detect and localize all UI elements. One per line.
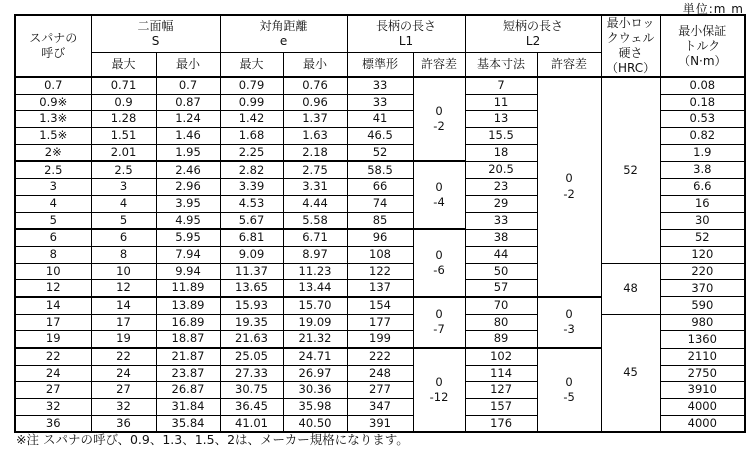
cell-s-min: 11.89 [156, 280, 220, 297]
cell-l2: 89 [465, 331, 537, 348]
cell-e-min: 4.44 [283, 195, 347, 212]
cell-torque: 2750 [660, 365, 745, 382]
cell-l1: 33 [347, 94, 413, 111]
cell-s-max: 6 [91, 229, 156, 246]
cell-l1: 52 [347, 144, 413, 161]
cell-s-min: 26.87 [156, 382, 220, 399]
spec-row [15, 263, 745, 280]
cell-s-max: 14 [91, 297, 156, 314]
cell-torque: 1.9 [660, 144, 745, 161]
unit-label: 単位:m m [682, 2, 744, 16]
cell-e-max: 9.09 [220, 246, 283, 263]
cell-l1: 66 [347, 179, 413, 196]
cell-l2: 70 [465, 297, 537, 314]
cell-e-max: 2.82 [220, 161, 283, 178]
cell-e-min: 21.32 [283, 331, 347, 348]
cell-e-min: 30.36 [283, 382, 347, 399]
header-nominal: スパナの 呼び [15, 15, 91, 77]
cell-nominal: 6 [15, 229, 91, 246]
cell-torque: 0.53 [660, 111, 745, 128]
cell-torque: 2110 [660, 348, 745, 365]
cell-l2: 20.5 [465, 161, 537, 178]
header-subcol-2-0: 標準形 [347, 53, 413, 77]
cell-e-min: 2.18 [283, 144, 347, 161]
header-subcol-3-0: 基本寸法 [465, 53, 537, 77]
cell-torque: 6.6 [660, 179, 745, 196]
cell-l2: 50 [465, 263, 537, 280]
cell-e-max: 0.79 [220, 77, 283, 94]
cell-l2-tolerance: 0 -5 [537, 348, 601, 432]
cell-nominal: 17 [15, 314, 91, 331]
cell-s-max: 17 [91, 314, 156, 331]
cell-l1: 391 [347, 415, 413, 432]
cell-s-min: 1.95 [156, 144, 220, 161]
header-subcol-1-1: 最小 [283, 53, 347, 77]
cell-s-max: 4 [91, 195, 156, 212]
cell-s-max: 1.51 [91, 128, 156, 145]
cell-e-min: 19.09 [283, 314, 347, 331]
cell-e-min: 5.58 [283, 212, 347, 229]
cell-s-min: 3.95 [156, 195, 220, 212]
cell-s-min: 23.87 [156, 365, 220, 382]
cell-e-min: 35.98 [283, 399, 347, 416]
cell-s-min: 9.94 [156, 263, 220, 280]
cell-s-min: 31.84 [156, 399, 220, 416]
cell-s-max: 12 [91, 280, 156, 297]
cell-e-min: 3.31 [283, 179, 347, 196]
cell-l1: 199 [347, 331, 413, 348]
cell-nominal: 32 [15, 399, 91, 416]
cell-hrc: 48 [601, 263, 660, 314]
cell-nominal: 0.9※ [15, 94, 91, 111]
cell-e-min: 8.97 [283, 246, 347, 263]
cell-l1: 108 [347, 246, 413, 263]
cell-s-min: 2.46 [156, 161, 220, 178]
cell-s-max: 27 [91, 382, 156, 399]
cell-torque: 220 [660, 263, 745, 280]
cell-e-max: 6.81 [220, 229, 283, 246]
cell-nominal: 4 [15, 195, 91, 212]
cell-torque: 3.8 [660, 161, 745, 178]
cell-s-max: 19 [91, 331, 156, 348]
cell-e-max: 15.93 [220, 297, 283, 314]
cell-torque: 0.82 [660, 128, 745, 145]
cell-e-max: 3.39 [220, 179, 283, 196]
cell-l1-tolerance: 0 -6 [413, 229, 465, 297]
cell-e-min: 26.97 [283, 365, 347, 382]
cell-l1: 137 [347, 280, 413, 297]
spec-row [15, 77, 745, 94]
cell-nominal: 2※ [15, 144, 91, 161]
cell-e-min: 1.37 [283, 111, 347, 128]
header-subcol-3-1: 許容差 [537, 53, 601, 77]
cell-torque: 4000 [660, 415, 745, 432]
cell-l2: 29 [465, 195, 537, 212]
cell-l2: 44 [465, 246, 537, 263]
cell-l2: 15.5 [465, 128, 537, 145]
cell-nominal: 14 [15, 297, 91, 314]
cell-nominal: 12 [15, 280, 91, 297]
cell-nominal: 1.5※ [15, 128, 91, 145]
cell-l1: 33 [347, 77, 413, 94]
header-torque: 最小保証 トルク （N·m） [660, 15, 745, 77]
cell-l2-tolerance: 0 -2 [537, 77, 601, 297]
header-hrc: 最小ロッ クウェル 硬さ （HRC） [601, 15, 660, 77]
cell-torque: 4000 [660, 399, 745, 416]
cell-l1: 154 [347, 297, 413, 314]
cell-e-min: 11.23 [283, 263, 347, 280]
cell-torque: 0.18 [660, 94, 745, 111]
cell-e-max: 2.25 [220, 144, 283, 161]
cell-l2-tolerance: 0 -3 [537, 297, 601, 348]
cell-nominal: 24 [15, 365, 91, 382]
cell-l2: 57 [465, 280, 537, 297]
cell-e-max: 11.37 [220, 263, 283, 280]
cell-l2: 7 [465, 77, 537, 94]
cell-e-min: 0.96 [283, 94, 347, 111]
header-subcol-2-1: 許容差 [413, 53, 465, 77]
cell-s-min: 21.87 [156, 348, 220, 365]
cell-nominal: 19 [15, 331, 91, 348]
header-subcol-0-0: 最大 [91, 53, 156, 77]
header-group-1: 対角距離 e [220, 15, 347, 53]
cell-torque: 120 [660, 246, 745, 263]
cell-l2: 13 [465, 111, 537, 128]
cell-nominal: 3 [15, 179, 91, 196]
cell-l1: 177 [347, 314, 413, 331]
cell-l2: 38 [465, 229, 537, 246]
cell-torque: 980 [660, 314, 745, 331]
cell-e-max: 30.75 [220, 382, 283, 399]
spec-row [15, 314, 745, 331]
cell-l2: 80 [465, 314, 537, 331]
cell-s-min: 0.7 [156, 77, 220, 94]
cell-s-min: 4.95 [156, 212, 220, 229]
cell-l2: 127 [465, 382, 537, 399]
cell-s-min: 5.95 [156, 229, 220, 246]
cell-e-max: 0.99 [220, 94, 283, 111]
cell-s-min: 35.84 [156, 415, 220, 432]
cell-torque: 3910 [660, 382, 745, 399]
cell-nominal: 5 [15, 212, 91, 229]
cell-e-max: 1.68 [220, 128, 283, 145]
cell-l1: 277 [347, 382, 413, 399]
cell-nominal: 1.3※ [15, 111, 91, 128]
cell-l1-tolerance: 0 -2 [413, 77, 465, 161]
cell-l1: 85 [347, 212, 413, 229]
cell-l2: 11 [465, 94, 537, 111]
cell-e-min: 24.71 [283, 348, 347, 365]
cell-l2: 18 [465, 144, 537, 161]
cell-s-min: 1.46 [156, 128, 220, 145]
cell-s-min: 7.94 [156, 246, 220, 263]
cell-s-min: 1.24 [156, 111, 220, 128]
cell-e-max: 1.42 [220, 111, 283, 128]
cell-s-max: 22 [91, 348, 156, 365]
cell-l1: 248 [347, 365, 413, 382]
cell-hrc: 52 [601, 77, 660, 263]
cell-e-max: 19.35 [220, 314, 283, 331]
cell-s-max: 3 [91, 179, 156, 196]
cell-l1-tolerance: 0 -4 [413, 161, 465, 229]
header-row-1 [15, 15, 745, 53]
header-subcol-0-1: 最小 [156, 53, 220, 77]
cell-l2: 157 [465, 399, 537, 416]
cell-l1: 41 [347, 111, 413, 128]
cell-torque: 590 [660, 297, 745, 314]
cell-torque: 370 [660, 280, 745, 297]
cell-l1: 58.5 [347, 161, 413, 178]
cell-torque: 0.08 [660, 77, 745, 94]
cell-l2: 33 [465, 212, 537, 229]
cell-nominal: 0.7 [15, 77, 91, 94]
cell-l2: 176 [465, 415, 537, 432]
cell-nominal: 2.5 [15, 161, 91, 178]
cell-s-max: 2.5 [91, 161, 156, 178]
header-subcol-1-0: 最大 [220, 53, 283, 77]
cell-s-max: 10 [91, 263, 156, 280]
header-group-3: 短柄の長さ L2 [465, 15, 601, 53]
cell-hrc: 45 [601, 314, 660, 432]
cell-e-max: 41.01 [220, 415, 283, 432]
cell-nominal: 27 [15, 382, 91, 399]
cell-e-max: 27.33 [220, 365, 283, 382]
cell-l2: 23 [465, 179, 537, 196]
cell-e-max: 21.63 [220, 331, 283, 348]
cell-s-min: 13.89 [156, 297, 220, 314]
header-group-2: 長柄の長さ L1 [347, 15, 465, 53]
cell-e-max: 5.67 [220, 212, 283, 229]
cell-e-min: 6.71 [283, 229, 347, 246]
cell-s-max: 5 [91, 212, 156, 229]
cell-nominal: 8 [15, 246, 91, 263]
footnote: ※注 スパナの呼び、0.9、1.3、1.5、2は、メーカー規格になります。 [16, 432, 409, 447]
cell-s-min: 0.87 [156, 94, 220, 111]
cell-l1: 96 [347, 229, 413, 246]
cell-l1: 74 [347, 195, 413, 212]
cell-l2: 114 [465, 365, 537, 382]
cell-e-max: 25.05 [220, 348, 283, 365]
cell-l1: 122 [347, 263, 413, 280]
cell-l1-tolerance: 0 -12 [413, 348, 465, 432]
cell-nominal: 10 [15, 263, 91, 280]
cell-l1: 46.5 [347, 128, 413, 145]
header-group-0: 二面幅 S [91, 15, 220, 53]
cell-s-max: 32 [91, 399, 156, 416]
cell-s-min: 18.87 [156, 331, 220, 348]
cell-l2: 102 [465, 348, 537, 365]
cell-s-max: 2.01 [91, 144, 156, 161]
cell-l1: 222 [347, 348, 413, 365]
cell-s-max: 8 [91, 246, 156, 263]
cell-e-max: 4.53 [220, 195, 283, 212]
cell-torque: 1360 [660, 331, 745, 348]
cell-e-min: 1.63 [283, 128, 347, 145]
cell-e-max: 36.45 [220, 399, 283, 416]
cell-e-min: 0.76 [283, 77, 347, 94]
cell-torque: 30 [660, 212, 745, 229]
cell-s-max: 0.9 [91, 94, 156, 111]
cell-s-min: 2.96 [156, 179, 220, 196]
cell-s-max: 0.71 [91, 77, 156, 94]
cell-e-max: 13.65 [220, 280, 283, 297]
cell-l1: 347 [347, 399, 413, 416]
cell-l1-tolerance: 0 -7 [413, 297, 465, 348]
cell-torque: 16 [660, 195, 745, 212]
cell-e-min: 13.44 [283, 280, 347, 297]
cell-nominal: 22 [15, 348, 91, 365]
spec-table [14, 14, 746, 433]
cell-e-min: 2.75 [283, 161, 347, 178]
cell-e-min: 15.70 [283, 297, 347, 314]
cell-s-min: 16.89 [156, 314, 220, 331]
cell-torque: 52 [660, 229, 745, 246]
cell-nominal: 36 [15, 415, 91, 432]
cell-s-max: 1.28 [91, 111, 156, 128]
cell-e-min: 40.50 [283, 415, 347, 432]
cell-s-max: 36 [91, 415, 156, 432]
cell-s-max: 24 [91, 365, 156, 382]
